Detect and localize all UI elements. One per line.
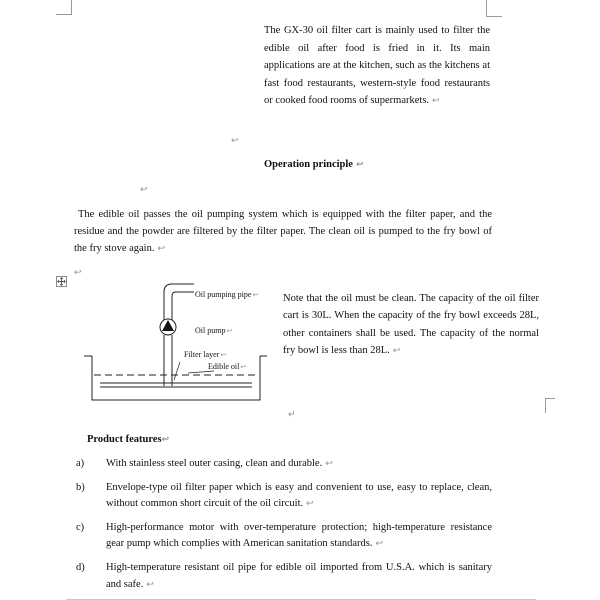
- feature-item[interactable]: [76, 560, 492, 593]
- oil-pumping-pipe-inner: [172, 292, 194, 320]
- paragraph-mark-icon: ↩: [306, 499, 314, 510]
- paragraph-mark-icon: ↩: [392, 345, 401, 356]
- intro-paragraph[interactable]: [264, 22, 490, 111]
- oil-pumping-pipe-label: Oil pumping pipe↩: [195, 290, 259, 299]
- feature-item[interactable]: [76, 456, 492, 473]
- feature-marker: d): [76, 561, 85, 573]
- table-move-handle-icon[interactable]: [56, 276, 67, 287]
- feature-text: High-temperature resistant oil pipe for edible oil imported from U.S.A. which is sanitary and safe. ↩: [106, 561, 492, 590]
- filter-layer-leader: [174, 362, 180, 380]
- edible-oil-leader: [188, 371, 214, 373]
- margin-corner-top-right: [486, 0, 502, 17]
- oil-filter-diagram: [84, 276, 274, 406]
- margin-corner-top-left: [56, 0, 72, 15]
- paragraph-mark-icon: ↵: [288, 410, 296, 420]
- edible-oil-label: Edible oil↩: [208, 362, 247, 371]
- filter-layer-label: Filter layer↩: [184, 350, 227, 359]
- paragraph-mark-icon: ↩: [74, 268, 82, 278]
- paragraph-mark-icon: ↩: [432, 96, 440, 107]
- paragraph-mark-icon: ↩: [140, 185, 148, 195]
- paragraph-mark-icon: ↩: [161, 435, 170, 445]
- product-features-list: [76, 456, 492, 600]
- oil-pumping-pipe: [164, 284, 194, 320]
- intro-text: The GX-30 oil filter cart is mainly used to filter the edible oil after food is fried in it. Its main applications are at the kitchen, such as the kitchens at fast food restaurants, western-style food restaurants or cooked food rooms of supermarkets.: [264, 25, 490, 107]
- margin-corner-right: [545, 398, 555, 413]
- note-text: Note that the oil must be clean. The capacity of the oil filter cart is 30L. When the capacity of the fry bowl exceeds 28L, other containers shall be used. The capacity of the normal fry bowl is less than 28L.: [283, 293, 539, 356]
- paragraph-mark-icon: ↩: [226, 327, 233, 335]
- product-features-heading[interactable]: [87, 434, 169, 445]
- note-paragraph[interactable]: [283, 290, 539, 360]
- feature-marker: c): [76, 521, 85, 533]
- operation-paragraph-text: The edible oil passes the oil pumping system which is equipped with the filter paper, and the residue and the powder are filtered by the filter paper. The clean oil is pumped to the fry bowl of the fry stove again.: [74, 209, 492, 254]
- feature-item[interactable]: [76, 520, 492, 553]
- paragraph-mark-icon: ↩: [240, 363, 247, 371]
- product-features-heading-text: Product features: [87, 434, 162, 445]
- feature-marker: a): [76, 458, 85, 469]
- operation-heading[interactable]: [264, 159, 364, 170]
- feature-item[interactable]: [76, 480, 492, 513]
- oil-pump-label: Oil pump↩: [195, 326, 233, 335]
- operation-paragraph[interactable]: [74, 206, 492, 258]
- feature-marker: b): [76, 481, 85, 493]
- feature-text: Envelope-type oil filter paper which is easy and convenient to use, easy to replace, clean, without common short circuit of the oil circuit. ↩: [106, 481, 492, 510]
- paragraph-mark-icon: ↩: [146, 579, 154, 590]
- paragraph-mark-icon: ↩: [252, 291, 259, 299]
- paragraph-mark-icon: ↩: [355, 160, 364, 170]
- feature-text: High-performance motor with over-temperature protection; high-temperature resistance gear pump which complies with American sanitation standards. ↩: [106, 521, 492, 550]
- paragraph-mark-icon: ↩: [375, 539, 384, 550]
- paragraph-mark-icon: ↩: [325, 459, 333, 469]
- operation-heading-text: Operation principle: [264, 159, 353, 170]
- paragraph-mark-icon: ↩: [220, 351, 227, 359]
- feature-text: With stainless steel outer casing, clean and durable. ↩: [106, 458, 333, 469]
- paragraph-mark-icon: ↩: [231, 136, 239, 146]
- paragraph-mark-icon: ↩: [157, 244, 166, 254]
